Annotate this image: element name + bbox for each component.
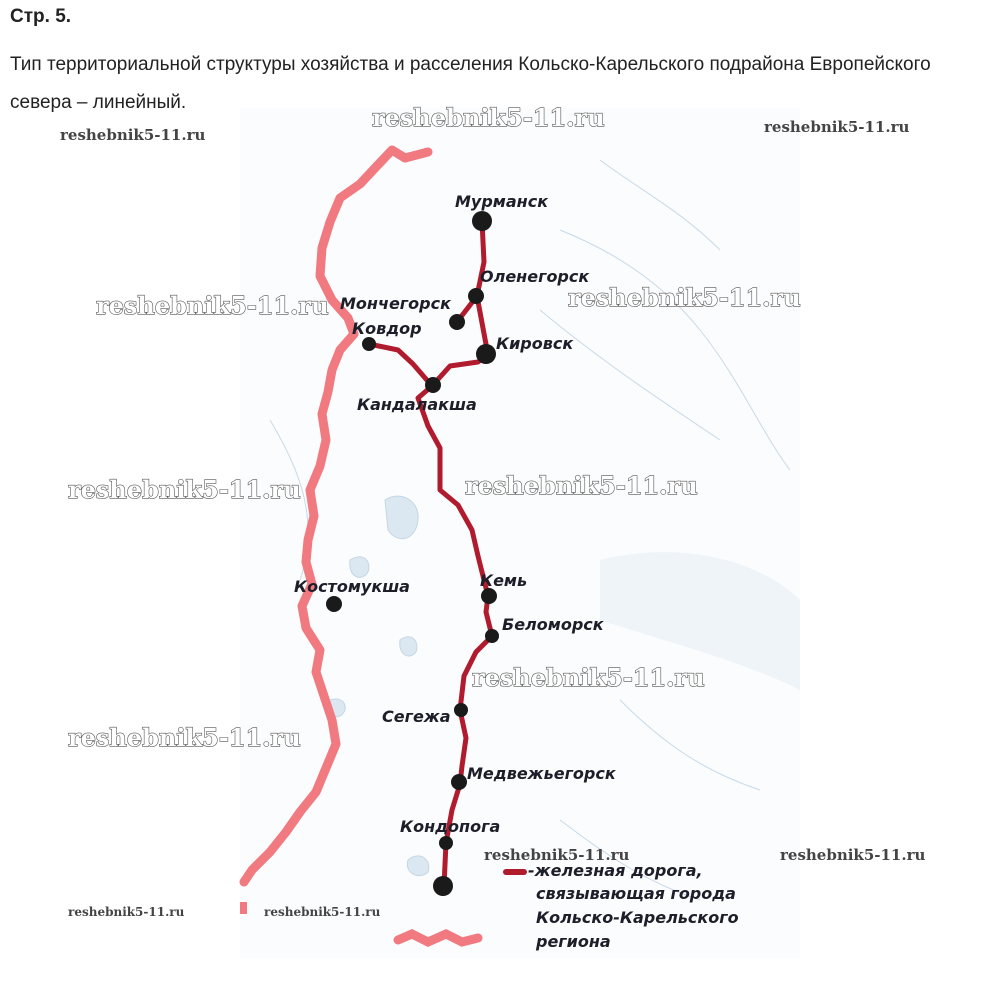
watermark: reshebnik5-11.ru (96, 291, 329, 320)
city-label-olenegorsk: Оленегорск (480, 267, 590, 286)
city-label-medvezhyegorsk: Медвежьегорск (467, 764, 616, 783)
watermark: reshebnik5-11.ru (264, 905, 381, 919)
legend-line-3: Кольско-Карельского (536, 908, 739, 927)
city-label-kem: Кемь (480, 571, 528, 590)
city-label-segezha: Сегежа (382, 707, 451, 726)
watermark: reshebnik5-11.ru (60, 126, 206, 144)
city-label-kandalaksha: Кандалакша (357, 395, 477, 414)
city-dot-kovdor (362, 337, 376, 351)
watermark: reshebnik5-11.ru (472, 663, 705, 692)
legend-line-1: -железная дорога, (528, 861, 703, 880)
legend-line-2: связывающая города (536, 884, 736, 903)
watermark: reshebnik5-11.ru (68, 723, 301, 752)
watermark: reshebnik5-11.ru (764, 118, 910, 136)
city-label-murmansk: Мурманск (455, 192, 549, 211)
watermark: reshebnik5-11.ru (484, 846, 630, 864)
watermark: reshebnik5-11.ru (68, 905, 185, 919)
city-label-kirovsk: Кировск (496, 334, 574, 353)
watermark: reshebnik5-11.ru (465, 471, 698, 500)
watermark: reshebnik5-11.ru (372, 103, 605, 132)
city-dot-kem (481, 588, 497, 604)
city-dot-monchegorsk (449, 314, 465, 330)
city-dot-kostomuksha (326, 596, 342, 612)
city-dot-kirovsk (476, 344, 496, 364)
city-dot-kandalaksha (425, 377, 441, 393)
watermark: reshebnik5-11.ru (68, 475, 301, 504)
city-label-kostomuksha: Костомукша (294, 577, 410, 596)
city-label-belomorsk: Беломорск (502, 615, 604, 634)
border-fragment (240, 902, 247, 914)
city-dot-medvezhyegorsk (451, 774, 467, 790)
legend-line-4: региона (536, 932, 611, 951)
city-label-kovdor: Ковдор (352, 319, 422, 338)
city-dot-segezha (454, 703, 468, 717)
city-dot-petrozavodsk (433, 876, 453, 896)
city-dot-belomorsk (485, 629, 499, 643)
map-caption: Тип территориальной структуры хозяйства и расселения Кольско-Карельского подрайона Европейского севера – линейный. (10, 54, 931, 113)
page-number: Стр. 5. (10, 6, 72, 27)
city-label-monchegorsk: Мончегорск (340, 294, 451, 313)
city-dot-kondopoga (439, 836, 453, 850)
city-dot-olenegorsk (468, 288, 484, 304)
watermark: reshebnik5-11.ru (568, 283, 801, 312)
city-dot-murmansk (472, 211, 492, 231)
watermark: reshebnik5-11.ru (780, 846, 926, 864)
city-label-kondopoga: Кондопога (400, 817, 501, 836)
